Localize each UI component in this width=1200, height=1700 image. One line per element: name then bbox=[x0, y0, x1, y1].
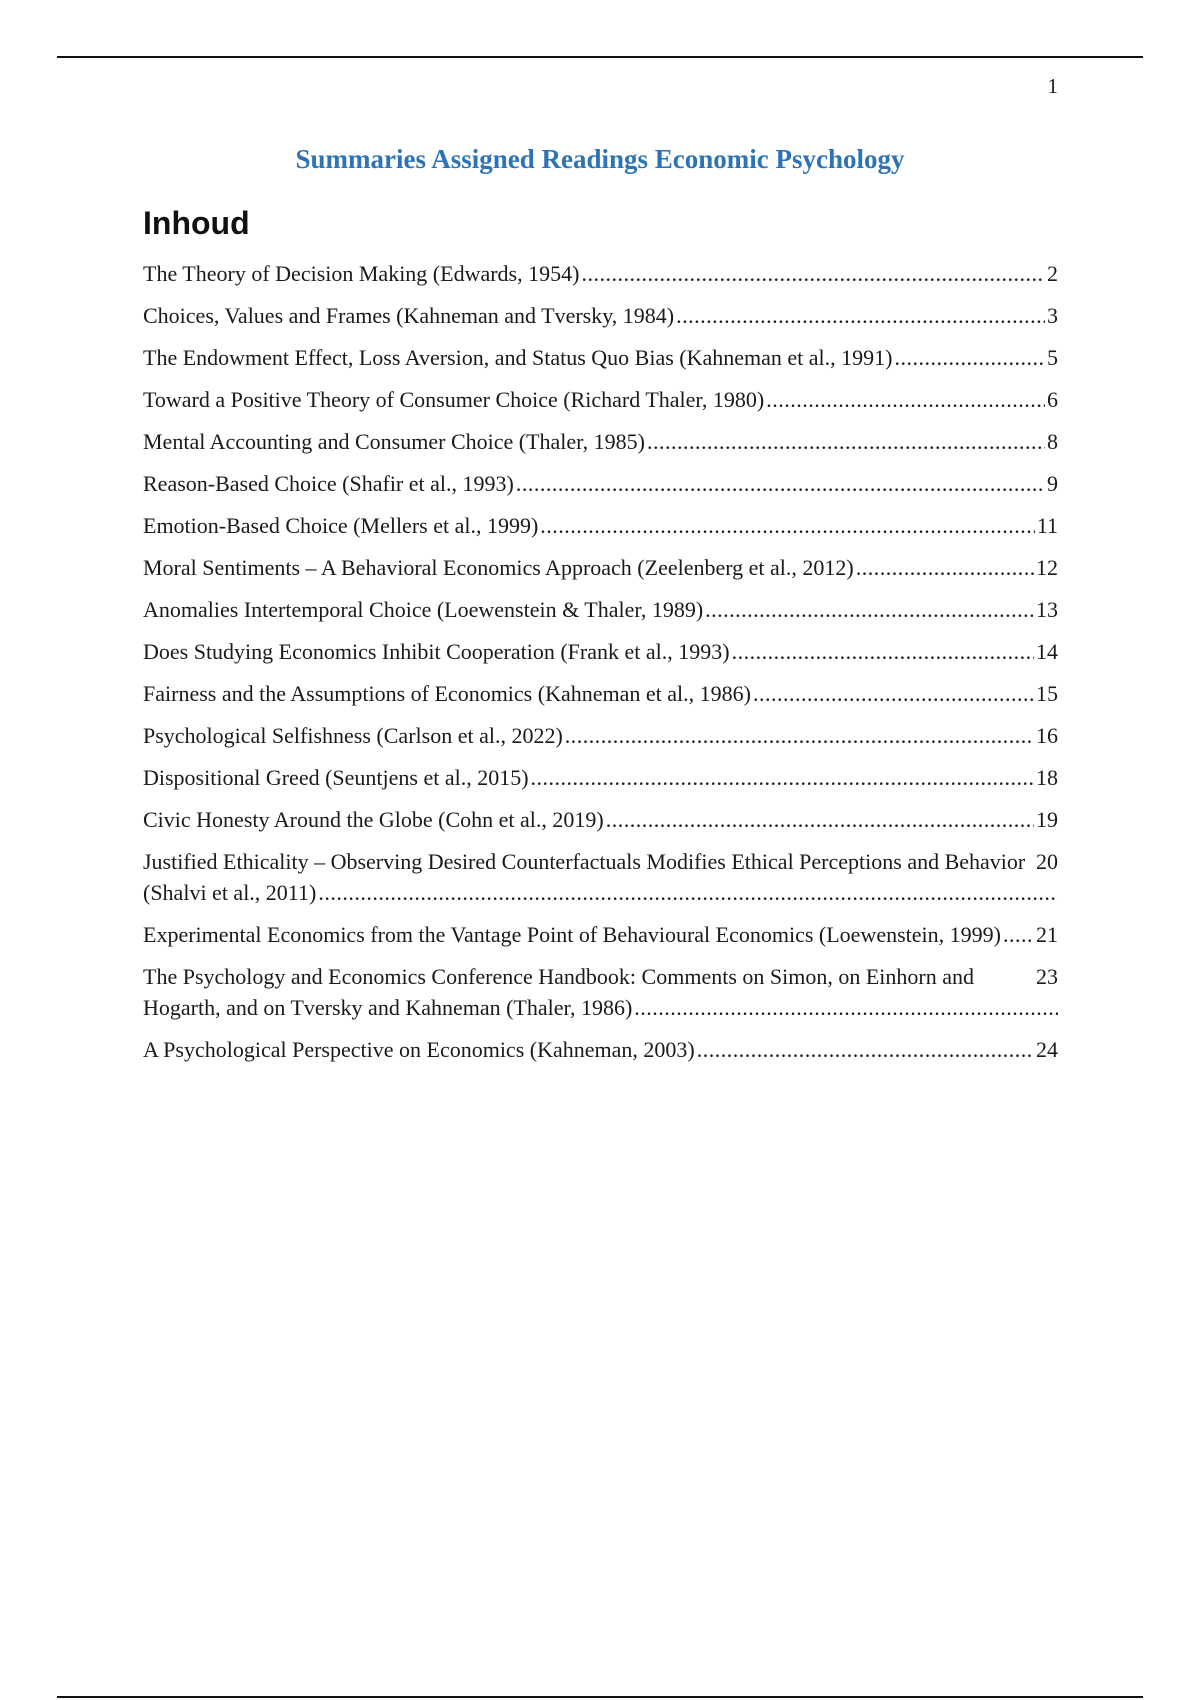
toc-entry-page: 12 bbox=[1034, 552, 1058, 583]
footer-rule bbox=[57, 1696, 1143, 1698]
toc-entry-page: 5 bbox=[1045, 342, 1058, 373]
toc-entry-title: The Theory of Decision Making (Edwards, 1954) ..... bbox=[143, 261, 579, 286]
toc-entry[interactable] bbox=[143, 426, 1058, 457]
toc-entry-page: 13 bbox=[1034, 594, 1058, 625]
toc-entry-page: 23 bbox=[1034, 961, 1058, 992]
toc-entry[interactable] bbox=[143, 300, 1058, 331]
toc-entry[interactable] bbox=[143, 636, 1058, 667]
toc-entry-title: Emotion-Based Choice (Mellers et al., 1999) ..... bbox=[143, 513, 538, 538]
toc-entry-page: 2 bbox=[1045, 258, 1058, 289]
toc-entry-page: 21 bbox=[1034, 919, 1058, 950]
toc-entry[interactable] bbox=[143, 961, 1058, 1023]
toc-entry-title: Toward a Positive Theory of Consumer Choice (Richard Thaler, 1980) ..... bbox=[143, 387, 764, 412]
toc-entry[interactable] bbox=[143, 762, 1058, 793]
toc-entry-title: Psychological Selfishness (Carlson et al., 2022) ..... bbox=[143, 723, 563, 748]
toc-entry[interactable] bbox=[143, 552, 1058, 583]
toc-entry[interactable] bbox=[143, 846, 1058, 908]
toc-entry-title: Mental Accounting and Consumer Choice (Thaler, 1985) ..... bbox=[143, 429, 645, 454]
toc-entry-page: 11 bbox=[1035, 510, 1058, 541]
toc-entry[interactable] bbox=[143, 678, 1058, 709]
document-title: Summaries Assigned Readings Economic Psychology bbox=[295, 144, 905, 174]
toc-entry-title: Does Studying Economics Inhibit Cooperation (Frank et al., 1993) ..... bbox=[143, 639, 730, 664]
toc-entry[interactable] bbox=[143, 468, 1058, 499]
toc-entry[interactable] bbox=[143, 804, 1058, 835]
toc-entry-title: A Psychological Perspective on Economics (Kahneman, 2003) ..... bbox=[143, 1037, 695, 1062]
toc-entry-page: 19 bbox=[1034, 804, 1058, 835]
page-number: 1 bbox=[1047, 74, 1058, 98]
toc-entry[interactable] bbox=[143, 1034, 1058, 1065]
toc-entry-title: Fairness and the Assumptions of Economics (Kahneman et al., 1986) ..... bbox=[143, 681, 751, 706]
toc-entry[interactable] bbox=[143, 384, 1058, 415]
toc-entry-page: 14 bbox=[1034, 636, 1058, 667]
toc-entry[interactable] bbox=[143, 919, 1058, 950]
toc-entry-title: The Endowment Effect, Loss Aversion, and Status Quo Bias (Kahneman et al., 1991) ..... bbox=[143, 345, 892, 370]
toc-entry-page: 24 bbox=[1034, 1034, 1058, 1065]
header-rule bbox=[57, 56, 1143, 58]
toc-entry[interactable] bbox=[143, 342, 1058, 373]
toc-entry[interactable] bbox=[143, 720, 1058, 751]
toc-entry-title: Moral Sentiments – A Behavioral Economics Approach (Zeelenberg et al., 2012) ..... bbox=[143, 555, 854, 580]
toc-entry-page: 16 bbox=[1034, 720, 1058, 751]
toc-entry-page: 20 bbox=[1034, 846, 1058, 877]
toc-entry-page: 9 bbox=[1045, 468, 1058, 499]
toc-entry[interactable] bbox=[143, 258, 1058, 289]
toc-entry-page: 8 bbox=[1045, 426, 1058, 457]
toc-entry-title: Civic Honesty Around the Globe (Cohn et al., 2019) ..... bbox=[143, 807, 604, 832]
toc-entry-title: The Psychology and Economics Conference Handbook: Comments on Simon, on Einhorn and Hogarth, and on Tversky and Kahneman (Thaler, 1986) ..... bbox=[143, 964, 974, 1020]
toc-entry-page: 18 bbox=[1034, 762, 1058, 793]
toc-entry-title: Dispositional Greed (Seuntjens et al., 2015) ..... bbox=[143, 765, 529, 790]
toc-entry-title: Anomalies Intertemporal Choice (Loewenstein & Thaler, 1989) ..... bbox=[143, 597, 703, 622]
toc-entry-page: 15 bbox=[1034, 678, 1058, 709]
toc-entry-title: Reason-Based Choice (Shafir et al., 1993) ..... bbox=[143, 471, 514, 496]
toc-entry-title: Experimental Economics from the Vantage Point of Behavioural Economics (Loewenstein, 1999) ..... bbox=[143, 922, 1001, 947]
toc-heading: Inhoud bbox=[143, 205, 250, 241]
toc-entry-title: Choices, Values and Frames (Kahneman and Tversky, 1984) ..... bbox=[143, 303, 674, 328]
table-of-contents bbox=[143, 258, 1058, 1076]
toc-entry-page: 6 bbox=[1045, 384, 1058, 415]
toc-entry[interactable] bbox=[143, 594, 1058, 625]
toc-entry-title: Justified Ethicality – Observing Desired Counterfactuals Modifies Ethical Perceptions and Behavior (Shalvi et al., 2011) ..... bbox=[143, 849, 1025, 905]
toc-entry[interactable] bbox=[143, 510, 1058, 541]
toc-entry-page: 3 bbox=[1045, 300, 1058, 331]
